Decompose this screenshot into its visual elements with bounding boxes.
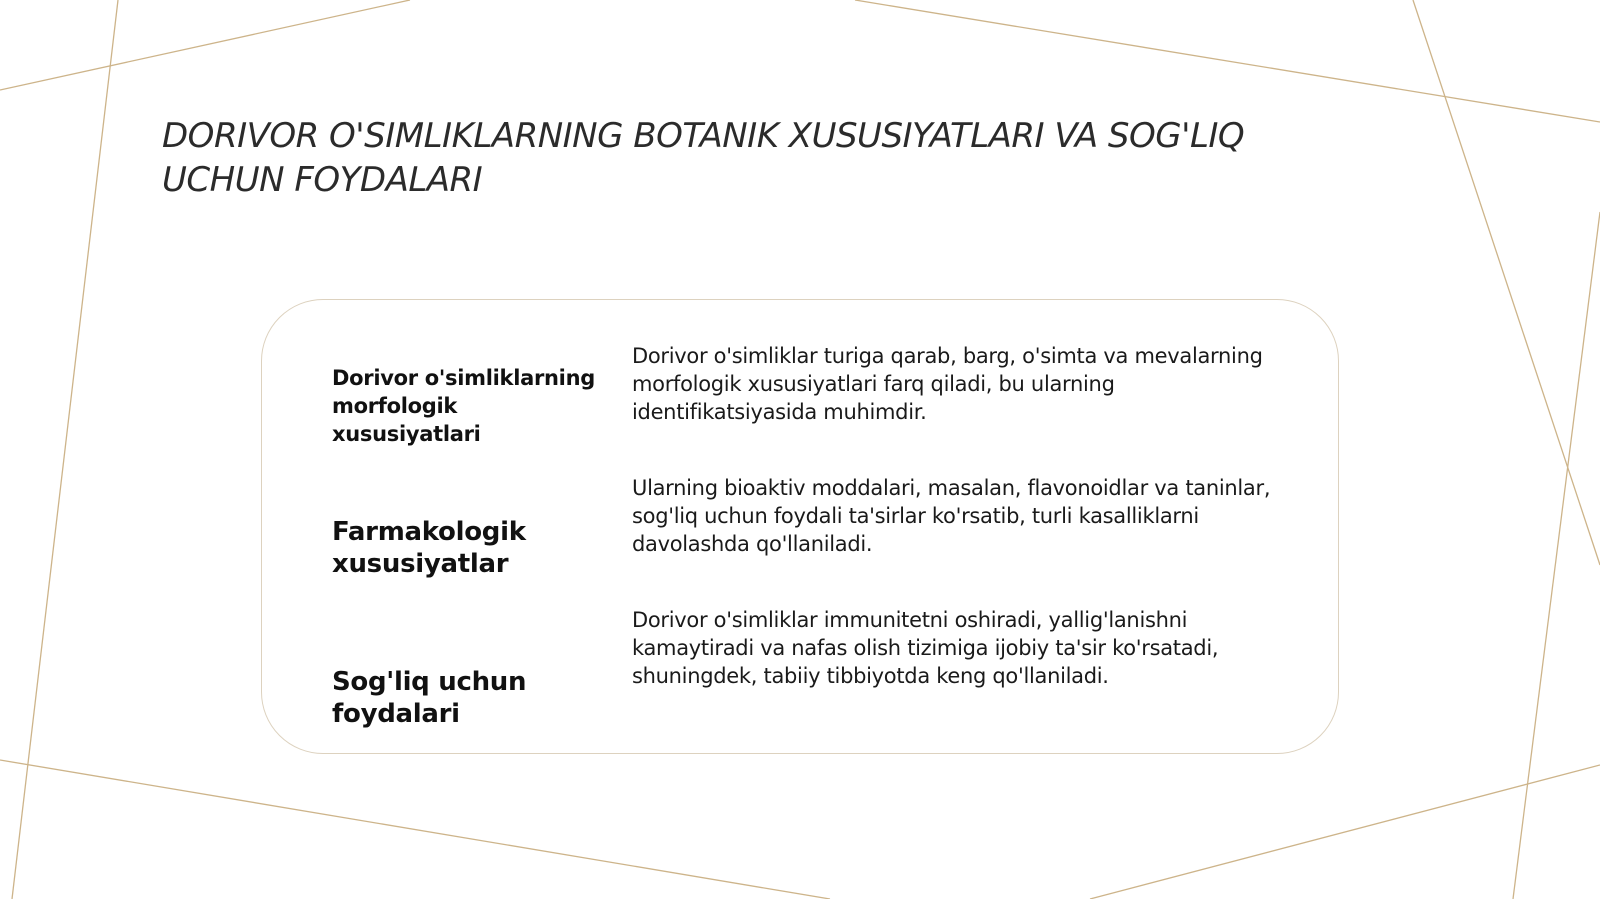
row-label: Farmakologik xususiyatlar [332, 517, 526, 579]
content-card [261, 299, 1339, 754]
row-description: Ularning bioaktiv moddalari, masalan, flavonoidlar va taninlar, sog'liq uchun foydali ta'sirlar ko'rsatib, turli kasalliklarni davolashda qo'llaniladi. [632, 476, 1271, 556]
row-description: Dorivor o'simliklar immunitetni oshiradi, yallig'lanishni kamaytiradi va nafas olish tizimiga ijobiy ta'sir ko'rsatadi, shuningdek, tabiiy tibbiyotda keng qo'llaniladi. [632, 608, 1219, 688]
deco-line-6 [0, 760, 830, 899]
deco-line-7 [1090, 765, 1600, 899]
deco-line-3 [855, 0, 1600, 122]
row-label: Dorivor o'simliklarning morfologik xususiyatlari [332, 366, 595, 446]
deco-line-1 [0, 0, 410, 90]
slide-title: DORIVOR O'SIMLIKLARNING BOTANIK XUSUSIYATLARI VA SOG'LIQ UCHUN FOYDALARI [162, 116, 1245, 200]
deco-line-5 [1513, 212, 1600, 899]
row-description: Dorivor o'simliklar turiga qarab, barg, o'simta va mevalarning morfologik xususiyatlari farq qiladi, bu ularning identifikatsiyasida muhimdir. [632, 344, 1263, 424]
deco-line-4 [1413, 0, 1600, 565]
row-label: Sog'liq uchun foydalari [332, 667, 527, 729]
